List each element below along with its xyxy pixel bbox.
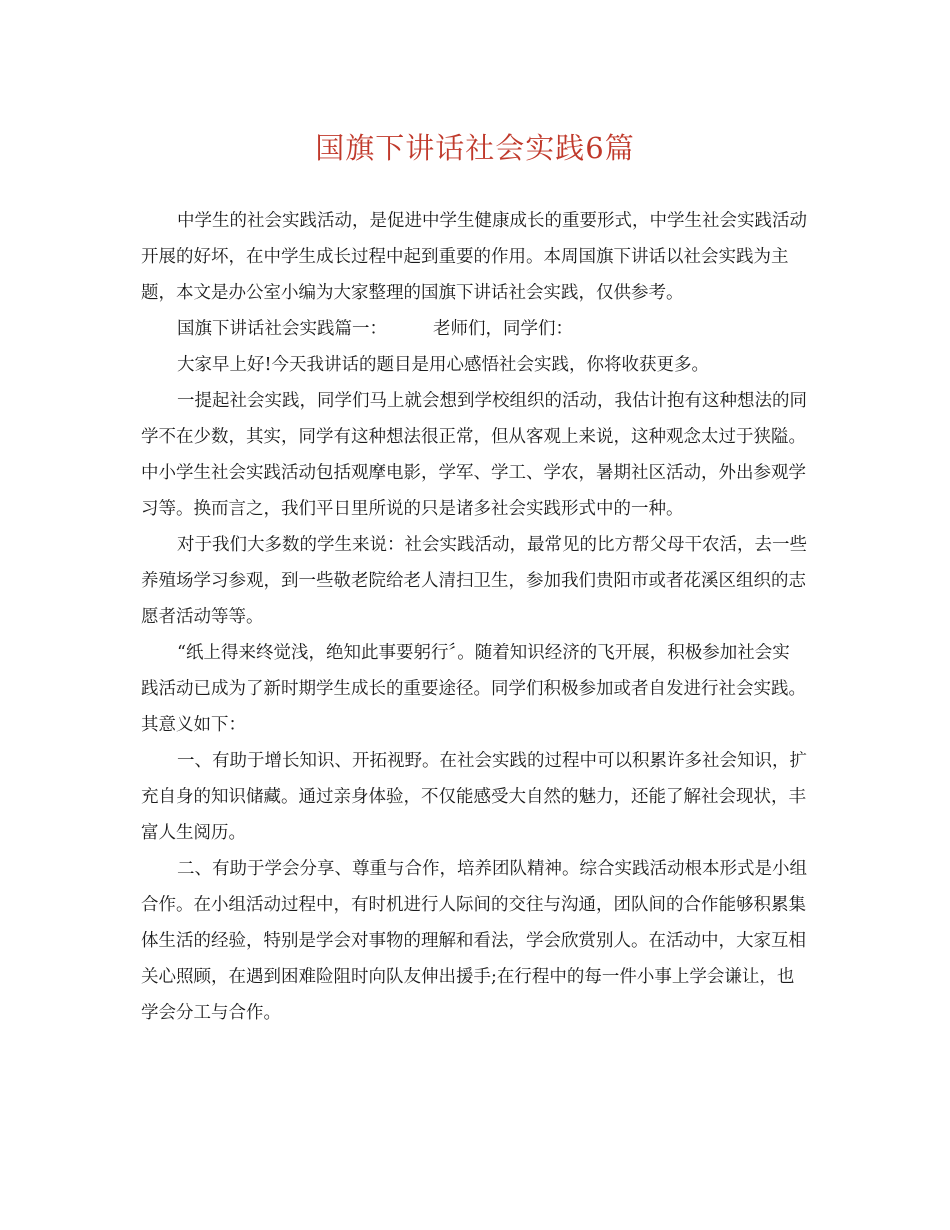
paragraph: 一、有助于增长知识、开拓视野。在社会实践的过程中可以积累许多社会知识，扩充自身的知识储藏。通过亲身体验，不仅能感受大自然的魅力，还能了解社会现状，丰富人生阅历。: [141, 751, 807, 843]
paragraph: 对于我们大多数的学生来说：社会实践活动，最常见的比方帮父母干农活，去一些养殖场学习参观，到一些敬老院给老人清扫卫生，参加我们贵阳市或者花溪区组织的志愿者活动等等。: [141, 535, 807, 627]
paragraph: 二、有助于学会分享、尊重与合作，培养团队精神。综合实践活动根本形式是小组合作。在小组活动过程中，有时机进行人际间的交往与沟通，团队间的合作能够积累集体生活的经验，特别是学会对事物的理解和看法，学会欣赏别人。在活动中，大家互相关心照顾，在遇到困难险阻时向队友伸出援手;在行程中的每一件小事上学会谦让，也学会分工与合作。: [141, 859, 807, 1023]
greeting: 老师们，同学们：: [433, 319, 573, 339]
paragraph: 一提起社会实践，同学们马上就会想到学校组织的活动，我估计抱有这种想法的同学不在少数，其实，同学有这种想法很正常，但从客观上来说，这种观念太过于狭隘。 中小学生社会实践活动包括观摩电影，学军、学工、学农，暑期社区活动，外出参观学习等。换而言之，我们平日里所说的只是诸多社会实践形式中的一种。: [141, 391, 807, 519]
paragraph: “纸上得来终觉浅，绝知此事要躬行〞。随着知识经济的飞开展，积极参加社会实践活动已成为了新时期学生成长的重要途径。同学们积极参加或者自发进行社会实践。其意义如下：: [141, 643, 806, 735]
section-heading-line: [141, 311, 807, 347]
page-title: 国旗下讲话社会实践6篇: [315, 131, 635, 165]
intro-paragraph: 中学生的社会实践活动，是促进中学生健康成长的重要形式，中学生社会实践活动开展的好坏，在中学生成长过程中起到重要的作用。本周国旗下讲话以社会实践为主题，本文是办公室小编为大家整理的国旗下讲话社会实践，仅供参考。: [141, 211, 807, 303]
paragraph: 大家早上好!今天我讲话的题目是用心感悟社会实践，你将收获更多。: [177, 355, 710, 375]
document-body: [141, 203, 807, 1031]
section-heading: 国旗下讲话社会实践篇一：: [177, 319, 387, 339]
